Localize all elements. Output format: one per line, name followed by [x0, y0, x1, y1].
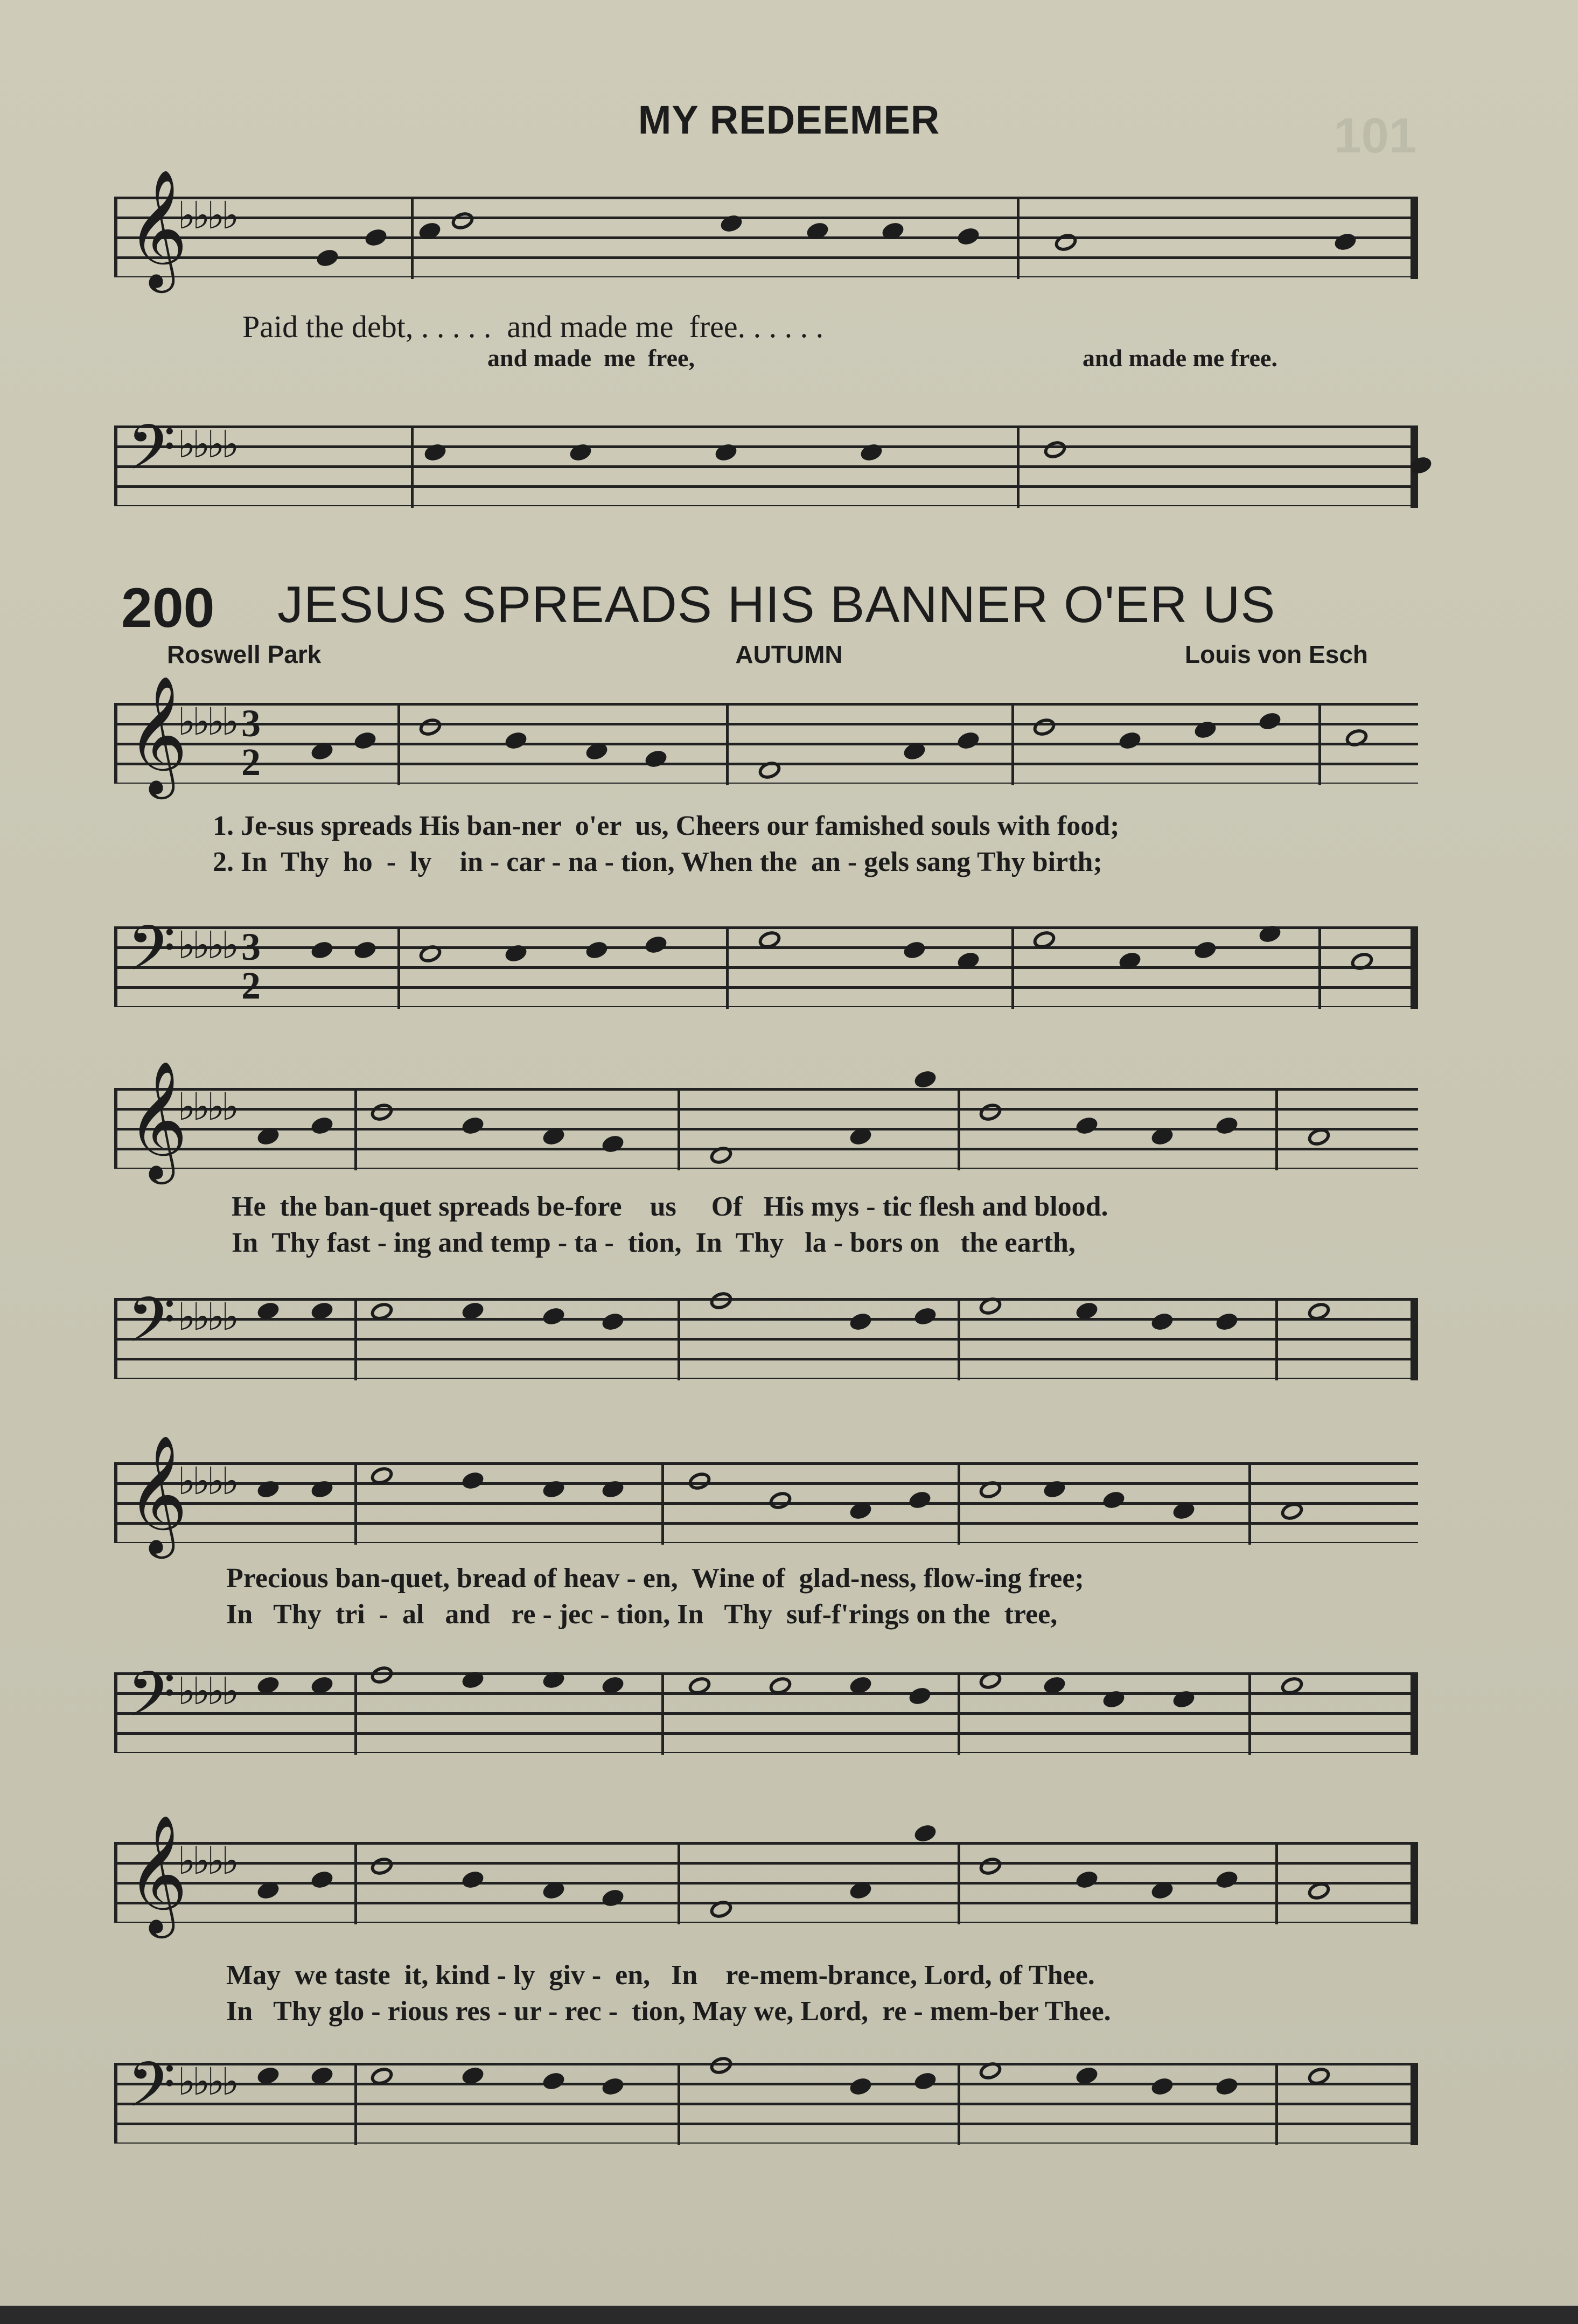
barline [678, 2063, 680, 2145]
note [309, 1300, 334, 1322]
note [977, 2060, 1004, 2083]
note [1257, 923, 1282, 945]
note [255, 1674, 281, 1696]
note [1171, 1688, 1196, 1710]
note [417, 220, 442, 242]
barline [354, 1088, 357, 1170]
note [902, 741, 927, 762]
note [1149, 1311, 1175, 1332]
treble-clef-icon: 𝄞 [127, 675, 188, 794]
flat-icon: ♭♭♭♭ [178, 2060, 236, 2104]
barline [958, 1672, 960, 1755]
note [713, 442, 738, 463]
barline [958, 1298, 960, 1380]
note [417, 943, 444, 966]
flat-icon: ♭♭♭♭ [178, 1295, 236, 1339]
note [460, 1869, 485, 1890]
note [1117, 730, 1142, 751]
barline [411, 425, 414, 508]
note [368, 1855, 395, 1878]
lyric-echo: and made me free. [1083, 344, 1277, 372]
final-barline [1411, 1298, 1418, 1380]
bass-clef-icon: 𝄢 [127, 912, 176, 1000]
note [309, 1115, 334, 1136]
barline [678, 1298, 680, 1380]
barline [958, 1462, 960, 1545]
note [1349, 950, 1375, 973]
note [368, 1300, 395, 1323]
note [541, 1126, 566, 1147]
note [1101, 1688, 1126, 1710]
barline [1011, 703, 1014, 785]
lyric-verse-1: 1. Je-sus spreads His ban-ner o'er us, Cheers our famished souls with food; [213, 811, 1120, 841]
time-signature: 3 2 [241, 702, 261, 784]
note [718, 213, 744, 234]
note [1214, 1115, 1239, 1136]
note [460, 1470, 485, 1491]
note [1031, 716, 1058, 739]
note [1305, 2065, 1332, 2088]
note [1042, 1478, 1067, 1500]
note [1332, 231, 1358, 253]
author: Roswell Park [167, 640, 322, 668]
page-number: 101 [1333, 108, 1416, 163]
staff-treble-4 [114, 1814, 1418, 1933]
note [449, 210, 476, 233]
lyric-verse-2: In Thy tri - al and re - jec - tion, In Thy suf-f'rings on the tree, [226, 1599, 1058, 1630]
lyric-verse-2: 2. In Thy ho - ly in - car - na - tion, When the an - gels sang Thy birth; [213, 847, 1102, 877]
note [1101, 1489, 1126, 1511]
final-barline [1411, 197, 1418, 279]
barline [1017, 425, 1020, 508]
note [1214, 1869, 1239, 1890]
note [568, 442, 593, 463]
barline [1275, 2063, 1278, 2145]
barline [354, 1842, 357, 1924]
staff-bass-3 [114, 1658, 1418, 1753]
note [255, 2065, 281, 2086]
note [309, 741, 334, 762]
note [977, 1478, 1004, 1502]
note [368, 1101, 395, 1124]
note [1279, 1500, 1305, 1523]
barline [1275, 1088, 1278, 1170]
barline [1318, 703, 1321, 785]
note [907, 1685, 932, 1707]
note [255, 1126, 281, 1147]
note [643, 934, 668, 955]
note [955, 226, 981, 247]
note [255, 1478, 281, 1500]
note [1031, 929, 1058, 952]
note [417, 716, 444, 739]
flat-icon: ♭♭♭♭ [178, 1839, 236, 1883]
note [309, 939, 334, 961]
note [848, 1126, 873, 1147]
barline [1275, 1842, 1278, 1924]
treble-clef-icon: 𝄞 [127, 1434, 188, 1553]
note [352, 939, 378, 961]
note [643, 748, 668, 770]
lyric-verse-2: In Thy glo - rious res - ur - rec - tion, May we, Lord, re - mem-ber Thee. [226, 1996, 1111, 2027]
bass-clef-icon: 𝄢 [127, 411, 176, 499]
bass-clef-icon: 𝄢 [127, 1658, 176, 1746]
barline [354, 1462, 357, 1545]
note [977, 1101, 1004, 1124]
staff-treble-3 [114, 1434, 1418, 1553]
barline [661, 1672, 664, 1755]
note [541, 1880, 566, 1901]
note [1074, 1300, 1099, 1322]
note [912, 1069, 938, 1090]
note [686, 1674, 713, 1698]
note [309, 2065, 334, 2086]
note [1074, 1115, 1099, 1136]
flat-icon: ♭♭♭♭ [178, 923, 236, 967]
note [955, 950, 981, 972]
note [1305, 1300, 1332, 1323]
note [460, 2065, 485, 2086]
barline [354, 2063, 357, 2145]
note [977, 1295, 1004, 1318]
note [584, 939, 609, 961]
note [541, 1306, 566, 1327]
note [541, 1478, 566, 1500]
barline [958, 1842, 960, 1924]
note [708, 2054, 735, 2077]
lyric-verse-1: He the ban-quet spreads be-fore us Of His mys - tic flesh and blood. [232, 1191, 1108, 1222]
treble-clef-icon: 𝄞 [127, 1060, 188, 1179]
note [1279, 1674, 1305, 1698]
staff-bass-prev [114, 411, 1418, 506]
note [767, 1674, 794, 1698]
note [309, 1478, 334, 1500]
note [912, 2070, 938, 2092]
previous-hymn-title: MY REDEEMER [638, 97, 940, 142]
note [756, 929, 783, 952]
final-barline [1411, 926, 1418, 1009]
barline [958, 2063, 960, 2145]
barline [1275, 1298, 1278, 1380]
note [858, 442, 884, 463]
note [708, 1144, 735, 1167]
composer: Louis von Esch [1185, 640, 1368, 668]
flat-icon: ♭♭♭♭ [178, 1669, 236, 1713]
barline [661, 1462, 664, 1545]
note [460, 1300, 485, 1322]
barline [397, 926, 400, 1009]
note [600, 1674, 625, 1696]
note [1117, 950, 1142, 972]
note [368, 1664, 395, 1687]
note [708, 1898, 735, 1921]
flat-icon: ♭♭♭♭ [178, 422, 236, 466]
lyric-verse-1: May we taste it, kind - ly giv - en, In re-mem-brance, Lord, of Thee. [226, 1960, 1095, 1991]
note [1074, 1869, 1099, 1890]
note [1343, 727, 1370, 750]
note [600, 1478, 625, 1500]
note [1149, 1126, 1175, 1147]
page-bottom-edge [0, 2306, 1578, 2324]
note [912, 1823, 938, 1844]
note [977, 1669, 1004, 1692]
staff-treble-2 [114, 1060, 1418, 1179]
note [1149, 1880, 1175, 1901]
barline [958, 1088, 960, 1170]
note [422, 442, 448, 463]
staff-bass-1 [114, 912, 1418, 1007]
note [1214, 2076, 1239, 2097]
note [902, 939, 927, 961]
lyric-verse-1: Precious ban-quet, bread of heav - en, Wine of glad-ness, flow-ing free; [226, 1563, 1084, 1594]
hymn-title: JESUS SPREADS HIS BANNER O'ER US [277, 576, 1276, 633]
note [1171, 1500, 1196, 1522]
note [848, 1674, 873, 1696]
note [805, 220, 830, 242]
barline [678, 1088, 680, 1170]
note [848, 1880, 873, 1901]
note [1257, 710, 1282, 732]
note [600, 1887, 625, 1909]
tune-name: AUTUMN [735, 640, 843, 668]
note [708, 1289, 735, 1313]
treble-clef-icon: 𝄞 [127, 1814, 188, 1933]
note [503, 943, 528, 964]
note [1074, 2065, 1099, 2086]
note [1192, 939, 1218, 961]
note [541, 2070, 566, 2092]
note [309, 1674, 334, 1696]
note [255, 1880, 281, 1901]
staff-bass-4 [114, 2049, 1418, 2144]
barline [1011, 926, 1014, 1009]
final-barline [1411, 1842, 1418, 1924]
barline [397, 703, 400, 785]
barline [678, 1842, 680, 1924]
note [767, 1489, 794, 1512]
note [912, 1306, 938, 1327]
note [460, 1115, 485, 1136]
note [977, 1855, 1004, 1878]
barline [726, 703, 729, 785]
note [848, 1500, 873, 1522]
flat-icon: ♭♭♭♭ [178, 1459, 236, 1503]
final-barline [1411, 1672, 1418, 1755]
note [848, 1311, 873, 1332]
note [503, 730, 528, 751]
note [848, 2076, 873, 2097]
note [756, 759, 783, 782]
bass-clef-icon: 𝄢 [127, 1284, 176, 1372]
staff-treble-prev [114, 169, 1418, 288]
note [255, 1300, 281, 1322]
note [1305, 1126, 1332, 1149]
lyric-verse-2: In Thy fast - ing and temp - ta - tion, In Thy la - bors on the earth, [232, 1227, 1076, 1258]
barline [726, 926, 729, 1009]
flat-icon: ♭♭♭♭ [178, 700, 236, 744]
note [541, 1669, 566, 1691]
note [955, 730, 981, 751]
note [1052, 231, 1079, 254]
barline [411, 197, 414, 279]
note [368, 1464, 395, 1488]
barline [1017, 197, 1020, 279]
barline [1248, 1672, 1251, 1755]
note [1149, 2076, 1175, 2097]
flat-icon: ♭♭♭♭ [178, 193, 236, 238]
staff-treble-1 [114, 675, 1418, 794]
hymn-number: 200 [121, 577, 215, 639]
note [368, 2065, 395, 2088]
note [600, 1311, 625, 1332]
note [460, 1669, 485, 1691]
note [309, 1869, 334, 1890]
barline [354, 1298, 357, 1380]
barline [1318, 926, 1321, 1009]
barline [1248, 1462, 1251, 1545]
note [1305, 1880, 1332, 1903]
note [315, 247, 340, 269]
note [1042, 438, 1069, 462]
note [600, 2076, 625, 2097]
note [686, 1470, 713, 1493]
lyric-line: Paid the debt, . . . . . and made me free. . . . . . [242, 309, 824, 344]
flat-icon: ♭♭♭♭ [178, 1085, 236, 1129]
note [1192, 719, 1218, 741]
note [1042, 1674, 1067, 1696]
barline [354, 1672, 357, 1755]
note [1214, 1311, 1239, 1332]
lyric-echo: and made me free, [487, 344, 695, 372]
note [584, 741, 609, 762]
treble-clef-icon: 𝄞 [127, 169, 188, 288]
final-barline [1411, 2063, 1418, 2145]
note [352, 730, 378, 751]
note [600, 1133, 625, 1155]
staff-bass-2 [114, 1284, 1418, 1379]
note [363, 227, 388, 248]
time-signature: 3 2 [241, 925, 261, 1007]
bass-clef-icon: 𝄢 [127, 2049, 176, 2137]
note [907, 1489, 932, 1511]
note [880, 220, 905, 242]
